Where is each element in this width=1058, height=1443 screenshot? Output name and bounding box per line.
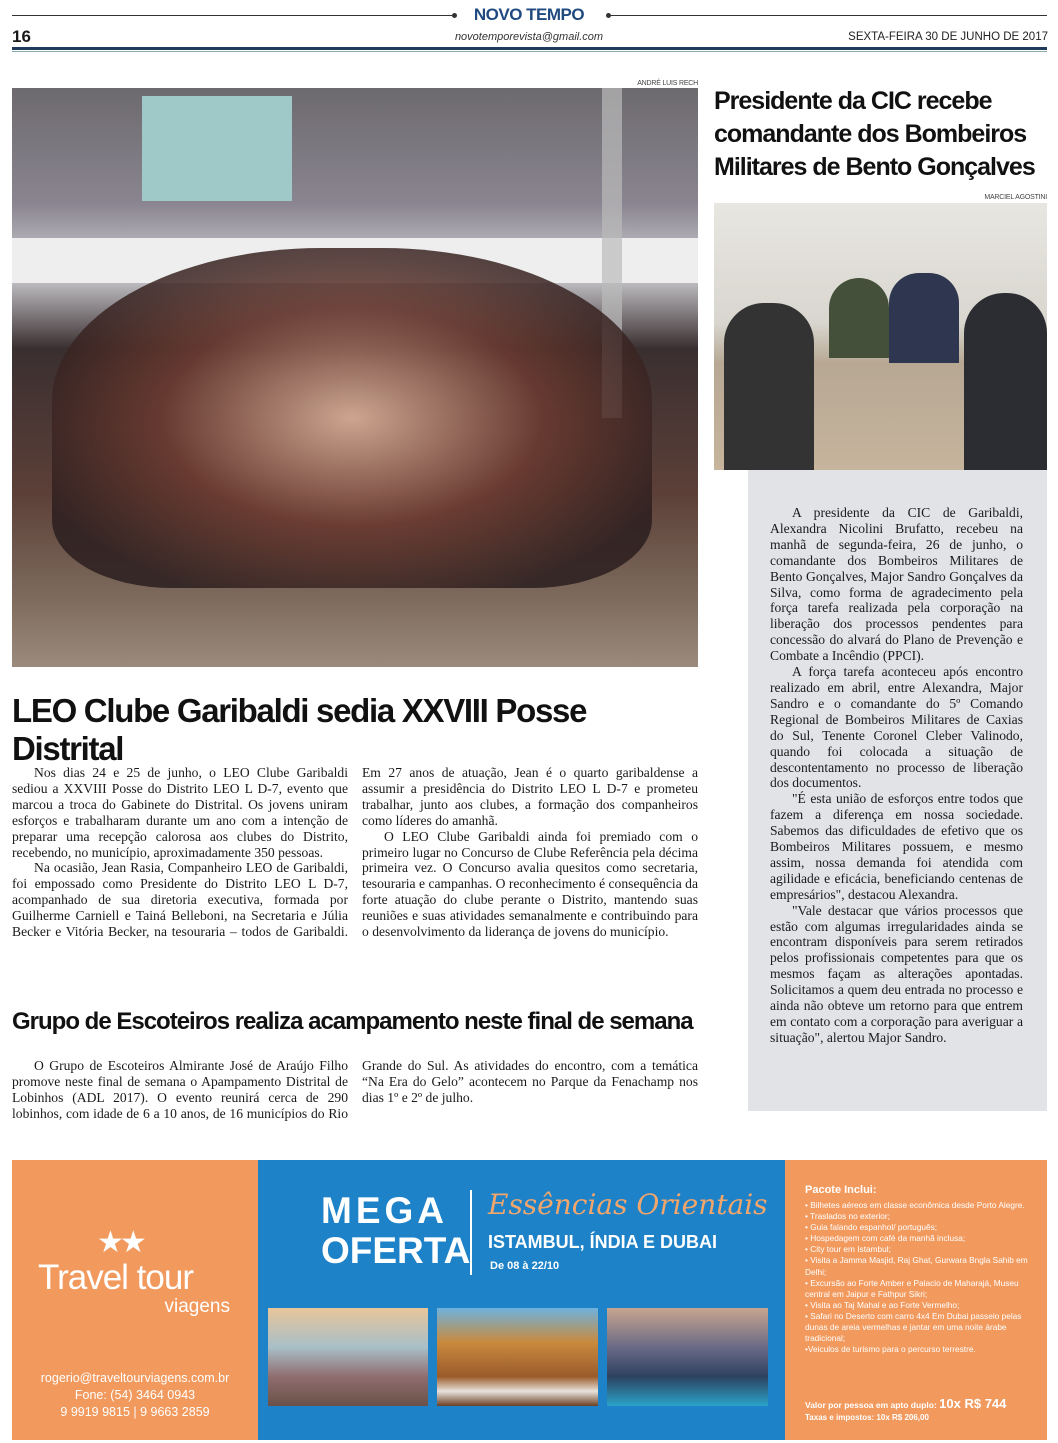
list-item: • Guia falando espanhol/ português; xyxy=(805,1222,938,1233)
ad-taxes: Taxas e impostos: 10x R$ 206,00 xyxy=(805,1413,929,1422)
list-item: • Excursão ao Forte Amber e Palacio de Maharajá, Museu central em Jaipur e Fathpur Sikri; xyxy=(805,1277,1019,1299)
ad-middle-panel xyxy=(258,1160,781,1440)
header-email: novotemporevista@gmail.com xyxy=(454,31,604,43)
person xyxy=(889,273,959,363)
photo-credit: ANDRÉ LUIS RECH xyxy=(637,80,698,87)
stars-logo-icon: ★★ xyxy=(97,1226,143,1259)
ad-left-panel xyxy=(12,1160,258,1440)
ad-includes-list xyxy=(805,1200,1045,1355)
paragraph: A presidente da CIC de Garibaldi, Alexandra Nicolini Brufatto, recebeu na manhã de segunda-feira, 26 de junho, o comandante dos Bombeiros Militares de Bento Gonçalves, Major Sandro Gonçalves da Silva, como forma de agradecimento pela força tarefa realizada pela corporação na liberação dos processos pendentes para concessão do alvará do Plano de Prevenção e Combate a Incêndio (PPCI). xyxy=(770,505,1023,664)
paragraph: A força tarefa aconteceu após encontro realizado em abril, entre Alexandra, Major Sandro e o comandante do 5º Comando Regional de Bombeiros Militares de Caxias do Sul, Tenente Coronel Cleber Valinodo, quando foi colocada a situação de descontentamento no processo de liberação dos documentos. xyxy=(770,664,1023,791)
cic-body xyxy=(770,505,1023,1046)
cic-meeting-photo xyxy=(714,203,1047,470)
leo-group-photo xyxy=(12,88,698,667)
person xyxy=(724,303,814,470)
list-item: • Visita ao Taj Mahal e ao Forte Vermelho; xyxy=(805,1299,960,1310)
paragraph: "Vale destacar que vários processos que estão com algumas irregularidades ainda se encontram disponíveis para serem retirados pelos profissionais competentes para que os mesmos façam as alterações apontadas. Solicitamos a quem deu entrada no processo e ainda não obteve um retorno para que entrem em contato com a corporação para averiguar a situação", alertou Major Sandro. xyxy=(770,902,1023,1045)
paragraph: Nos dias 24 e 25 de junho, o LEO Clube Garibaldi sediou a XXVIII Posse do Distrito LEO L D-7, evento que marcou a troca do Gabinete do Distrital. Os jovens uniram esforços e trabalharam durante um ano com a intenção de preparar uma recepção calorosa aos clubes do Distrito, recebendo, no município, aproximadamente 350 pessoas. xyxy=(12,765,348,860)
list-item: • City tour em Istambul; xyxy=(805,1244,891,1255)
paragraph: "É esta união de esforços entre todos que fazem a diferença em nossa sociedade. Sabemos das dificuldades de efetivo que os Bombeiros Militares possuem, e mesmo assim, nossa demanda foi atendida com agilidade e eficácia, beneficiando centenas de empresários", destacou Alexandra. xyxy=(770,791,1023,902)
header-rule xyxy=(12,47,1047,50)
india-photo xyxy=(437,1308,598,1406)
ad-phone: Fone: (54) 3464 0943 xyxy=(74,1388,196,1402)
ad-brand-sub: viagens xyxy=(164,1296,230,1317)
cic-headline: Presidente da CIC recebe comandante dos Bombeiros Militares de Bento Gonçalves xyxy=(714,87,1035,181)
dubai-photo xyxy=(607,1308,768,1406)
ad-email[interactable]: rogerio@traveltourviagens.com.br xyxy=(40,1371,230,1385)
istanbul-photo xyxy=(268,1308,428,1406)
ad-dates: De 08 à 22/10 xyxy=(490,1260,560,1272)
page-number: 16 xyxy=(12,27,31,46)
projection-screen xyxy=(142,96,292,201)
ad-mega: MEGA xyxy=(321,1190,448,1231)
ad-brand: Travel tour xyxy=(38,1258,193,1297)
person xyxy=(964,293,1047,470)
group-of-people xyxy=(52,248,652,588)
paragraph: O Grupo de Escoteiros Almirante José de Araújo Filho promove neste final de semana o Apampamento Distrital de Lobinhos (ADL 2017). O evento reunirá cerca de 290 lobinhos, com idade de 6 a 10 anos, de 16 municípios do Rio Grande do Sul. As atividades do encontro, com a temática “Na Era do Gelo” acontecem no Parque da Fenachamp nos dias 1º e 2º de julho. xyxy=(12,1058,698,1121)
paragraph: O LEO Clube Garibaldi ainda foi premiado com o primeiro lugar no Concurso de Clube Referência pela décima primeira vez. O Concurso avalia quesitos como secretaria, tesouraria e campanhas. O reconhecimento é consequência da forte atuação do clube perante o Distrito, mantendo suas reuniões e suas atividades semanalmente e contribuindo para o desenvolvimento da liderança de jovens do município. xyxy=(362,828,698,940)
header-rule xyxy=(12,51,1047,52)
header-date: SEXTA-FEIRA 30 DE JUNHO DE 2017 xyxy=(848,31,1048,43)
ad-price: 10x R$ 744 xyxy=(939,1396,1007,1411)
ad-contact xyxy=(12,1370,258,1421)
photo-credit: MARCIEL AGOSTINI xyxy=(984,194,1047,201)
person xyxy=(829,278,889,358)
list-item: •Veiculos de turismo para o percurso terrestre. xyxy=(805,1344,976,1355)
list-item: • Traslados no exterior; xyxy=(805,1211,890,1222)
list-item: • Safari no Deserto com carro 4x4 Em Dubai passeio pelas dunas de areia vermelhas e jantar em uma noite árabe tradicional; xyxy=(805,1310,1022,1344)
ad-mobile: 9 9919 9815 | 9 9663 2859 xyxy=(60,1405,210,1419)
list-item: • Bilhetes aéreos em classe econômica desde Porto Alegre. xyxy=(805,1200,1025,1210)
list-item: • Visita a Jamma Masjid, Raj Ghat, Gurwara Bngla Sahib em Delhi; xyxy=(805,1255,1028,1277)
scouts-headline: Grupo de Escoteiros realiza acampamento neste final de semana xyxy=(12,1008,693,1035)
ad-package-name: Essências Orientais xyxy=(488,1188,768,1221)
scouts-body xyxy=(12,1058,698,1128)
ad-oferta: OFERTA xyxy=(321,1230,471,1271)
ad-destinations: ISTAMBUL, ÍNDIA E DUBAI xyxy=(488,1232,717,1252)
ad-right-panel xyxy=(781,1160,1047,1440)
ad-price-row xyxy=(805,1396,1006,1411)
masthead: NOVO TEMPO xyxy=(473,5,585,24)
leo-body xyxy=(12,765,698,970)
ad-price-label: Valor por pessoa em apto duplo: xyxy=(805,1400,937,1410)
ad-divider xyxy=(470,1190,472,1275)
ad-includes-title: Pacote Inclui: xyxy=(805,1184,877,1196)
leo-headline: LEO Clube Garibaldi sedia XXVIII Posse Distrital xyxy=(12,692,587,767)
paragraph: Na ocasião, Jean Rasia, Companheiro LEO de Garibaldi, foi empossado como Presidente do Distrito LEO L D-7, acompanhado de sua diretoria executiva, formada por Guilherme Carniell e Tainá Belleboni, na Secretaria e Júlia Becker e Vitória Becker, na tesouraria – todos de Garibaldi. Em 27 anos de atuação, Jean é o quarto garibaldense a assumir a presidência do Distrito LEO L D-7 e prometeu trabalhar, junto aos clubes, a formação dos companheiros como líderes do amanhã. xyxy=(12,765,698,940)
list-item: • Hospedagem com café da manhã inclusa; xyxy=(805,1233,966,1244)
